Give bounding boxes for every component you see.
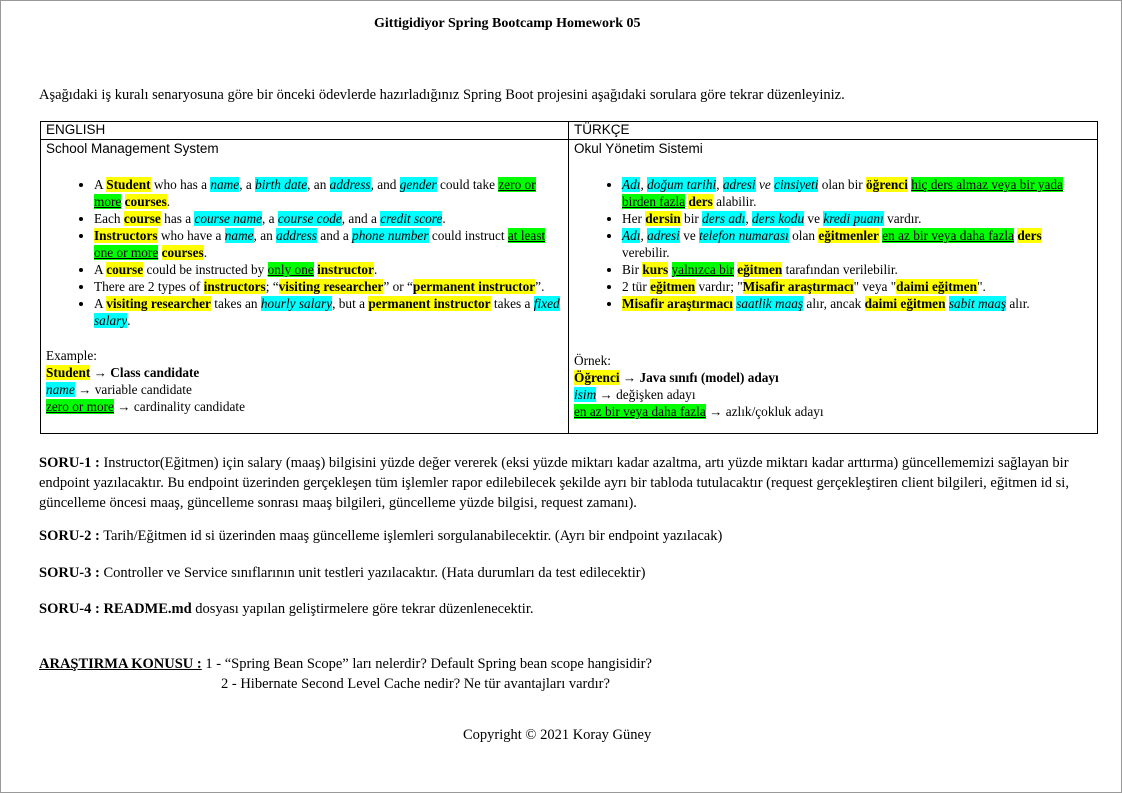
copyright: Copyright © 2021 Koray Güney — [463, 727, 652, 743]
tr-bullet-6: • Misafir araştırmacı saatlik maaş alır, ancak daimi eğitmen sabit maaş alır. — [622, 295, 1092, 312]
question-4: SORU-4 : README.md dosyası yapılan geliştirmelere göre tekrar düzenlenecektir. — [39, 601, 534, 617]
tr-example-line-3: en az bir veya daha fazla → azlık/çokluk adayı — [574, 404, 824, 419]
english-cell — [41, 140, 569, 434]
tr-bullet-list — [574, 176, 1092, 312]
tr-example — [574, 352, 1092, 420]
arrow-icon: → — [709, 404, 723, 419]
tr-example-line-2: isim → değişken adayı — [574, 387, 696, 402]
research-item-1: 1 - “Spring Bean Scope” ları nelerdir? Default Spring bean scope hangisidir? — [205, 656, 652, 672]
en-bullet-list — [46, 176, 563, 329]
en-example-line-2: name → variable candidate — [46, 382, 192, 397]
en-bullet-3: • Instructors who have a name, an address and a phone number could instruct at least one or more courses. — [94, 227, 563, 261]
en-example-line-1: Student → Class candidate — [46, 365, 200, 380]
arrow-icon: → — [117, 399, 131, 414]
tr-bullet-1: • Adı, doğum tarihi, adresi ve cinsiyeti olan bir öğrenci hiç ders almaz veya bir yada birden fazla ders alabilir. — [622, 176, 1092, 210]
page-title: Gittigidiyor Spring Bootcamp Homework 05 — [374, 16, 641, 31]
en-example-line-3: zero or more → cardinality candidate — [46, 399, 246, 414]
en-bullet-1: • A Student who has a name, a birth date, an address, and gender could take zero or more courses. — [94, 176, 563, 210]
question-2: SORU-2 : Tarih/Eğitmen id si üzerinden maaş güncelleme işlemleri sorgulanabilecektir. (Ayrı bir endpoint yazılacak) — [39, 528, 723, 544]
arrow-icon: → — [78, 382, 92, 397]
en-example-label: Example: — [46, 348, 97, 363]
research-label: ARAŞTIRMA KONUSU : — [39, 656, 202, 672]
arrow-icon: → — [599, 387, 613, 402]
tr-bullet-3: • Adı, adresi ve telefon numarası olan eğitmenler en az bir veya daha fazla ders verebilir. — [622, 227, 1092, 261]
tr-bullet-4: • Bir kurs yalnızca bir eğitmen tarafından verilebilir. — [622, 261, 1092, 278]
tr-bullet-5: • 2 tür eğitmen vardır; "Misafir araştırmacı" veya "daimi eğitmen". — [622, 278, 1092, 295]
tr-subtitle: Okul Yönetim Sistemi — [574, 141, 703, 156]
en-example — [46, 347, 563, 415]
intro-text: Aşağıdaki iş kuralı senaryosuna göre bir önceki ödevlerde hazırladığınız Spring Boot projesini aşağıdaki sorulara göre tekrar düzenleyiniz. — [39, 87, 845, 103]
research-topic — [39, 654, 652, 694]
en-subtitle: School Management System — [46, 141, 219, 156]
question-3: SORU-3 : Controller ve Service sınıflarının unit testleri yazılacaktır. (Hata durumları da test edilecektir) — [39, 565, 646, 581]
question-1: SORU-1 : Instructor(Eğitmen) için salary (maaş) bilgisini yüzde değer vererek (eksi yüzde miktarı kadar azaltma, artı yüzde miktarı kadar arttırma) güncellememizi sağlayan bir endpoint yazılacaktır. Bu endpoint üzerinden gerçekleşen tüm işlemler rapor edilebilecek şekilde ayrı bir tabloda tutulacaktır (request gerçekleştiren client bilgileri, eğitmen id si, güncelleme öncesi maaş, güncelleme sonrası maaş bilgileri, güncelleme yüzde bilgisi, request zamanı). — [39, 455, 1069, 511]
tr-bullet-2: • Her dersin bir ders adı, ders kodu ve kredi puanı vardır. — [622, 210, 1092, 227]
en-bullet-5: • There are 2 types of instructors; “visiting researcher” or “permanent instructor”. — [94, 278, 563, 295]
en-bullet-4: • A course could be instructed by only one instructor. — [94, 261, 563, 278]
turkish-cell — [569, 140, 1098, 434]
arrow-icon: → — [93, 365, 107, 380]
research-item-2: 2 - Hibernate Second Level Cache nedir? Ne tür avantajları vardır? — [221, 676, 610, 692]
tr-example-label: Örnek: — [574, 353, 611, 368]
requirements-table — [40, 121, 1098, 434]
arrow-icon: → — [622, 370, 637, 385]
english-header: ENGLISH — [41, 122, 569, 140]
en-bullet-6: • A visiting researcher takes an hourly salary, but a permanent instructor takes a fixed salary. — [94, 295, 563, 329]
turkish-header: TÜRKÇE — [569, 122, 1098, 140]
tr-example-line-1: Öğrenci → Java sınıfı (model) adayı — [574, 370, 779, 385]
en-bullet-2: • Each course has a course name, a course code, and a credit score. — [94, 210, 563, 227]
